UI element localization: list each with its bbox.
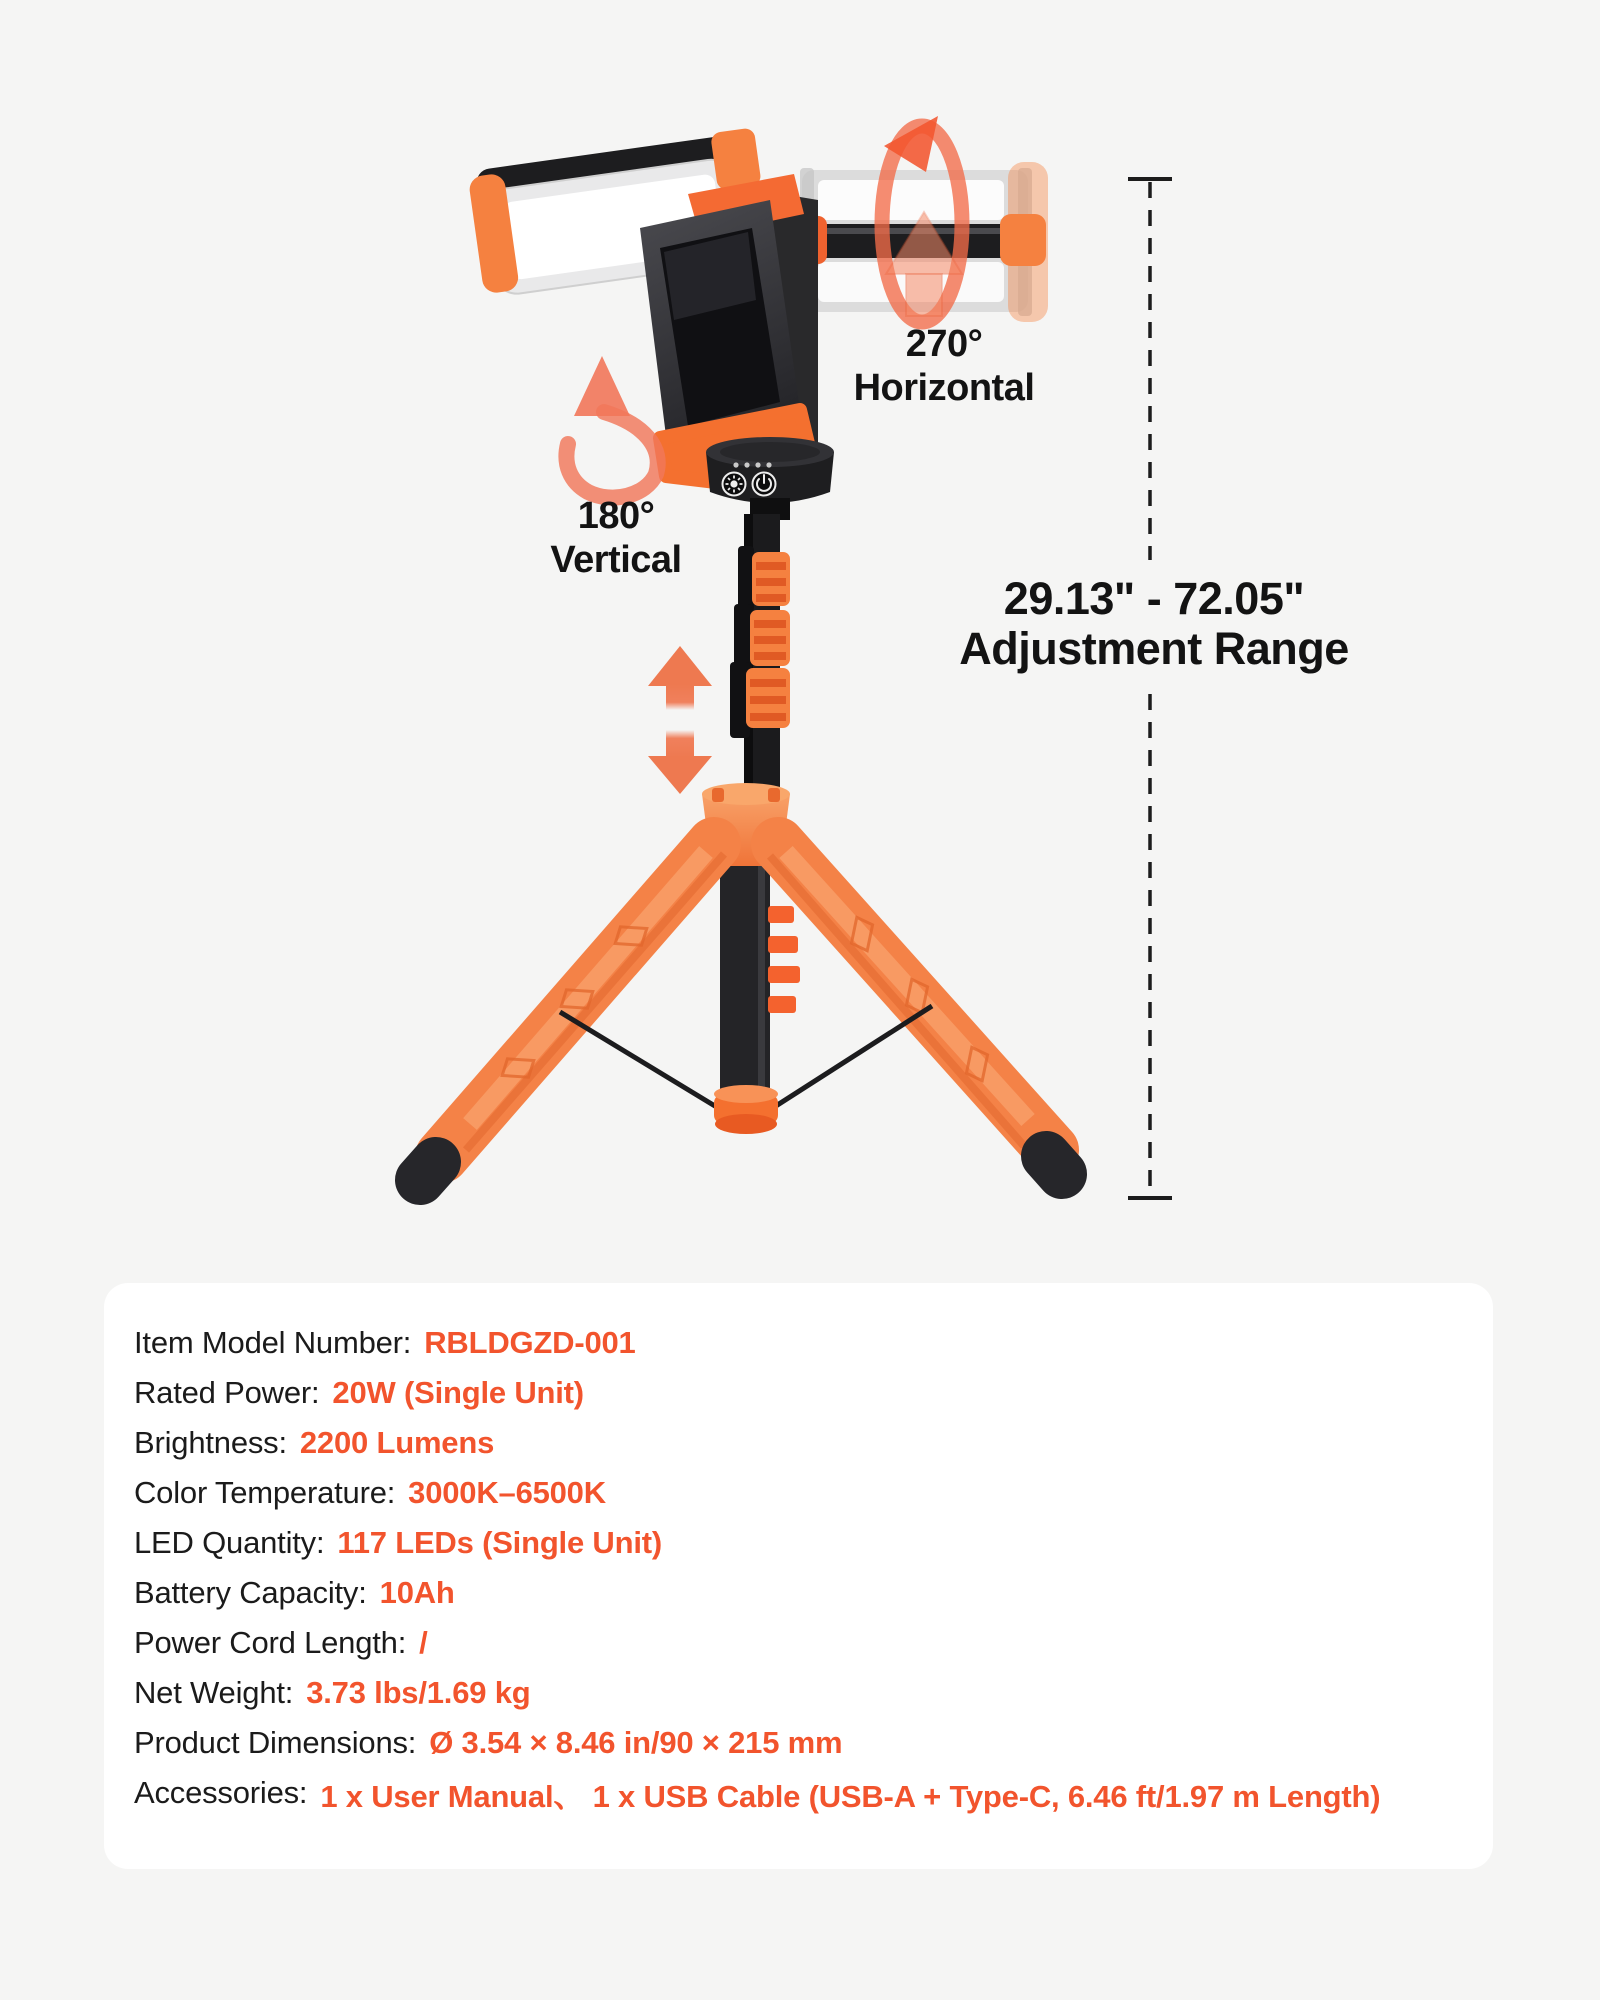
- spec-value: 2200 Lumens: [299, 1425, 495, 1460]
- spec-label: Battery Capacity:: [134, 1575, 367, 1610]
- spec-row: [134, 1418, 1463, 1468]
- control-hub: [706, 437, 834, 503]
- spec-label: Brightness:: [134, 1425, 287, 1460]
- adjustment-range-label: Adjustment Range: [959, 623, 1349, 674]
- spec-row: [134, 1518, 1463, 1568]
- brightness-button-icon: [723, 473, 746, 496]
- horizontal-rotation-angle: 270°: [905, 323, 983, 365]
- tripod-leg-right: [770, 844, 1062, 1174]
- annotation-horizontal-rotation: [854, 322, 1035, 410]
- pole-bottom-collar: [714, 1085, 778, 1134]
- spec-row: [134, 1468, 1463, 1518]
- spec-row: [134, 1618, 1463, 1668]
- pole-cleat: [768, 906, 800, 1013]
- spec-row: [134, 1768, 1463, 1818]
- spec-value: RBLDGZD-001: [424, 1325, 636, 1360]
- tripod-leg-left: [420, 844, 724, 1180]
- spec-label: Color Temperature:: [134, 1475, 396, 1510]
- spec-row: [134, 1668, 1463, 1718]
- spec-value: 10Ah: [379, 1575, 455, 1610]
- pole-clamp: [738, 546, 790, 612]
- vertical-rotate-arrow-icon: [566, 356, 657, 498]
- annotation-vertical-rotation: [550, 494, 681, 582]
- spec-label: Rated Power:: [134, 1375, 320, 1410]
- measure-line: [1128, 179, 1172, 1198]
- spec-card: [104, 1283, 1493, 1869]
- spec-value: 20W (Single Unit): [332, 1375, 584, 1410]
- spec-row: [134, 1368, 1463, 1418]
- vertical-rotation-label: Vertical: [550, 539, 682, 581]
- up-arrow-icon: [648, 646, 712, 710]
- spec-label: Accessories:: [134, 1775, 308, 1810]
- tripod: [420, 783, 1062, 1180]
- spec-value: Ø 3.54 × 8.46 in/90 × 215 mm: [429, 1725, 843, 1760]
- horizontal-rotation-label: Horizontal: [853, 367, 1035, 409]
- spec-value: 3.73 lbs/1.69 kg: [306, 1675, 531, 1710]
- adjustment-range-value: 29.13" - 72.05": [1003, 573, 1305, 624]
- spec-label: Power Cord Length:: [134, 1625, 407, 1660]
- spec-row: [134, 1568, 1463, 1618]
- power-button-icon: [753, 473, 776, 496]
- vertical-rotation-angle: 180°: [577, 495, 655, 537]
- pole-clamp: [730, 662, 790, 738]
- spec-value: 117 LEDs (Single Unit): [337, 1525, 663, 1560]
- spec-label: Product Dimensions:: [134, 1725, 417, 1760]
- down-arrow-icon: [648, 730, 712, 794]
- telescoping-pole: [730, 498, 790, 806]
- annotation-adjustment-range: [959, 574, 1349, 674]
- spec-row: [134, 1718, 1463, 1768]
- spec-row: [134, 1318, 1463, 1368]
- spec-label: Net Weight:: [134, 1675, 294, 1710]
- spec-value: 3000K–6500K: [408, 1475, 606, 1510]
- spec-label: Item Model Number:: [134, 1325, 412, 1360]
- spec-value: /: [419, 1625, 428, 1660]
- spec-value: 1 x User Manual、 1 x USB Cable (USB-A + Type-C, 6.46 ft/1.97 m Length): [320, 1778, 1381, 1814]
- spec-label: LED Quantity:: [134, 1525, 325, 1560]
